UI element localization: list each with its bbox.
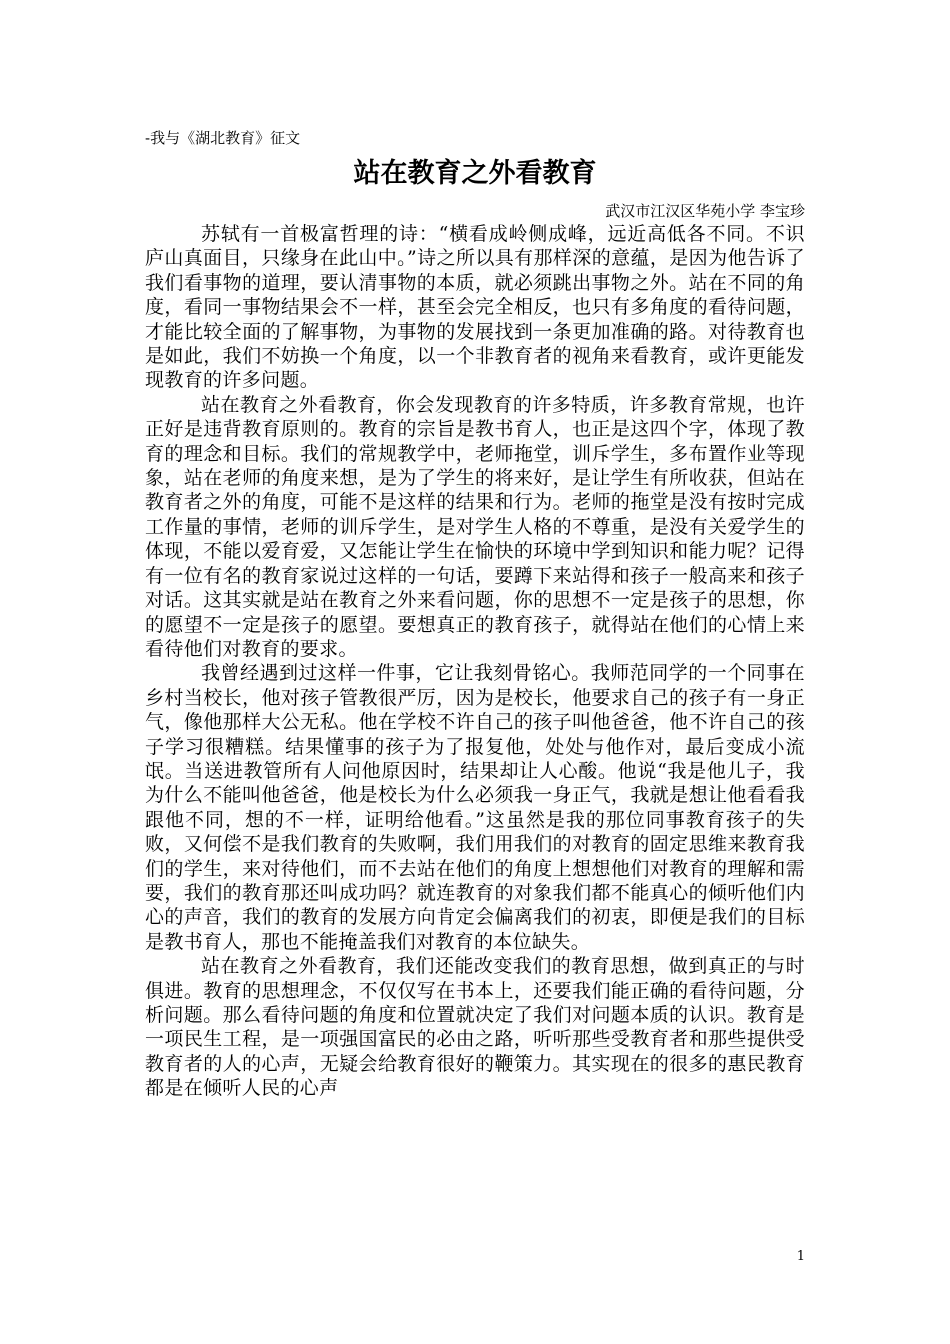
paragraph: 我曾经遇到过这样一件事，它让我刻骨铭心。我师范同学的一个同事在乡村当校长，他对孩子管教很严厉，因为是校长，他要求自己的孩子有一身正气，像他那样大公无私。他在学校不许自己的孩子叫他爸爸，他不许自己的孩子学习很糟糕。结果懂事的孩子为了报复他，处处与他作对，最后变成小流氓。当送进教管所有人问他原因时，结果却让人心酸。他说“我是他儿子，我为什么不能叫他爸爸，他是校长为什么必须我一身正气，我就是想让他看看我跟他不同，想的不一样，证明给他看。”这虽然是我的那位同事教育孩子的失败，又何偿不是我们教育的失败啊，我们用我们的对教育的固定思维来教育我们的学生，来对待他们，而不去站在他们的角度上想想他们对教育的理解和需要，我们的教育那还叫成功吗？就连教育的对象我们都不能真心的倾听他们内心的声音，我们的教育的发展方向肯定会偏离我们的初衷，即便是我们的目标是教书育人，那也不能掩盖我们对教育的本位缺失。 — [145, 662, 805, 953]
document-body — [145, 222, 805, 1101]
document-title: 站在教育之外看教育 — [353, 158, 597, 189]
paragraph: 站在教育之外看教育，你会发现教育的许多特质，许多教育常规，也许正好是违背教育原则的。教育的宗旨是教书育人，也正是这四个字，体现了教育的理念和目标。我们的常规教学中，老师拖堂，训斥学生，多布置作业等现象，站在老师的角度来想，是为了学生的将来好，是让学生有所收获，但站在教育者之外的角度，可能不是这样的结果和行为。老师的拖堂是没有按时完成工作量的事情，老师的训斥学生，是对学生人格的不尊重，是没有关爱学生的体现，不能以爱育爱，又怎能让学生在愉快的环境中学到知识和能力呢？记得有一位有名的教育家说过这样的一句话，要蹲下来站得和孩子一般高来和孩子对话。这其实就是站在教育之外来看问题，你的思想不一定是孩子的思想，你的愿望不一定是孩子的愿望。要想真正的教育孩子，就得站在他们的心情上来看待他们对教育的要求。 — [145, 393, 805, 660]
author-byline: 武汉市江汉区华苑小学 李宝珍 — [605, 202, 805, 220]
paragraph: 站在教育之外看教育，我们还能改变我们的教育思想，做到真正的与时俱进。教育的思想理念，不仅仅写在书本上，还要我们能正确的看待问题，分析问题。那么看待问题的角度和位置就决定了我们对问题本质的认识。教育是一项民生工程，是一项强国富民的必由之路，听听那些受教育者和那些提供受教育者的人的心声，无疑会给教育很好的鞭策力。其实现在的很多的惠民教育都是在倾听人民的心声 — [145, 955, 805, 1100]
paragraph: 苏轼有一首极富哲理的诗：“横看成岭侧成峰，远近高低各不同。不识庐山真面目，只缘身在此山中。”诗之所以具有那样深的意蕴，是因为他告诉了我们看事物的道理，要认清事物的本质，就必须跳出事物之外。站在不同的角度，看同一事物结果会不一样，甚至会完全相反，也只有多角度的看待问题，才能比较全面的了解事物，为事物的发展找到一条更加准确的路。对待教育也是如此，我们不妨换一个角度，以一个非教育者的视角来看教育，或许更能发现教育的许多问题。 — [145, 223, 805, 392]
page-number: 1 — [796, 1249, 805, 1264]
essay-series-label: -我与《湖北教育》征文 — [145, 129, 301, 147]
